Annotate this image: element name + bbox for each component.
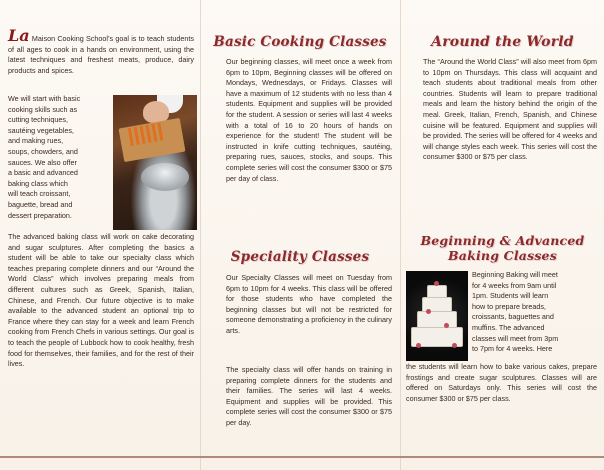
baking-heading-line-1: Beginning & Advanced bbox=[420, 233, 585, 248]
wrap-line: croissants, baguettes and bbox=[472, 312, 554, 322]
wrap-text-block bbox=[8, 94, 112, 221]
wrap-line: will teach croissant, bbox=[8, 189, 71, 199]
wrap-line: We will start with basic bbox=[8, 94, 81, 103]
dropcap: La bbox=[8, 26, 30, 45]
specialty-classes-text-1: Our Specialty Classes will meet on Tuesday from 6pm to 10pm for 4 weeks. This class will be offered for those students who have completed the beginning classes but will not be restricted for someone demonstrating a proficiency in the culinary arts. bbox=[226, 273, 392, 335]
wrap-line: sautéing vegetables, bbox=[8, 125, 74, 135]
intro-body-text: The advanced baking class will work on cake decorating and sugar sculptures. After completing the basics a student will be able to take our specialty class which teaches preparing complete dinners and our “Around the World Class” which involves preparing meals from different cultures such as Greek, Spanish, Italian, Chinese, and French. Our future objective is to make available to the advanced student an optional trip to France where they can stay for a week and learn French cooking from French Chefs in various settings. Our goal is to teach the people of Lubbock how to cook healthy, fresh food for themselves, their families, and for the rest of their lives. bbox=[8, 232, 194, 369]
wrap-line: dessert preparation. bbox=[8, 210, 72, 220]
wrap-line: cooking skills such as bbox=[8, 104, 78, 114]
wedding-cake-photo bbox=[406, 271, 468, 361]
chef-cutting-photo bbox=[113, 95, 197, 230]
specialty-classes-text-2: The specialty class will offer hands on training in preparing complete dinners for the students and their families. The series will last 4 weeks. Equipment and supplies will be provided. This complete series will cost the consumer $300 or $75 per day. bbox=[226, 365, 392, 427]
wrap-line: soups, chowders, and bbox=[8, 146, 78, 156]
basic-classes-heading: Basic Cooking Classes bbox=[213, 34, 387, 50]
around-the-world-heading: Around the World bbox=[431, 34, 574, 50]
baking-classes-heading bbox=[401, 233, 604, 263]
basic-classes-text: Our beginning classes, will meet once a week from 6pm to 10pm, Beginning classes will be offered on Mondays, Wednesdays, or Fridays. Classes will have a maximum of 12 students with no less than 4 students. Equipment and supplies will be provided for the student. A session or series will last 4 weeks with a total of 16 to 20 hours of hands on experience for the student! The student will be instructed in knife cutting techniques, sautéing, preparing rues, sauces, stocks, and soups. This complete series will cost the consumer $300 or $75 per day of class. bbox=[226, 57, 392, 183]
wrap-line: sauces. We also offer bbox=[8, 157, 77, 167]
wrap-line: classes will meet from 3pm bbox=[472, 333, 559, 343]
wrap-line: for 4 weeks from 9am until bbox=[472, 280, 557, 290]
wrap-line: baking class which bbox=[8, 178, 68, 188]
around-the-world-text: The “Around the World Class” will also meet from 6pm to 10pm on Thursdays. This class will acquaint and teach students about traditional meals from other countries. Students will learn to prepare traditional meals and learn the history behind the origin of the meal. Greek, Italian, French, Spanish, and Chinese cuisine will be featured. Equipment and supplies will be provided. The series will be offered for 4 weeks and will change styles each week. This series will cost the consumer $300 or $75 per class. bbox=[423, 57, 597, 162]
wrap-line: cutting techniques, bbox=[8, 115, 68, 125]
classes-column bbox=[200, 0, 401, 470]
baking-body-text: the students will learn how to bake various cakes, prepare frostings and create sugar sculptures. Classes will are offered on Saturdays only. This series will cost the consumer $300 or $75 per class. bbox=[406, 362, 597, 403]
wrap-line: how to prepare breads, bbox=[472, 301, 546, 311]
intro-paragraph bbox=[8, 26, 194, 76]
specialty-classes-heading: Speciality Classes bbox=[230, 249, 370, 265]
wrap-line: 1pm. Students will learn bbox=[472, 291, 549, 301]
world-baking-column bbox=[401, 0, 604, 470]
intro-column bbox=[0, 0, 201, 470]
intro-text: Maison Cooking School’s goal is to teach students of all ages to cook in a hands on environment, using the latest techniques and freshest meats, produce, dairy products and spices. bbox=[8, 34, 194, 75]
wrap-line: muffins. The advanced bbox=[472, 322, 545, 332]
wrap-line: and making rues, bbox=[8, 136, 64, 146]
wrap-line: a basic and advanced bbox=[8, 168, 78, 178]
wrap-line: to 7pm for 4 weeks. Here bbox=[472, 344, 553, 354]
wrap-line: Beginning Baking will meet bbox=[472, 270, 558, 279]
wrap-line: baguette, bread and bbox=[8, 199, 73, 209]
baking-wrap-text bbox=[472, 270, 597, 355]
bottom-rule bbox=[0, 456, 604, 458]
baking-heading-line-2: Baking Classes bbox=[448, 248, 557, 263]
